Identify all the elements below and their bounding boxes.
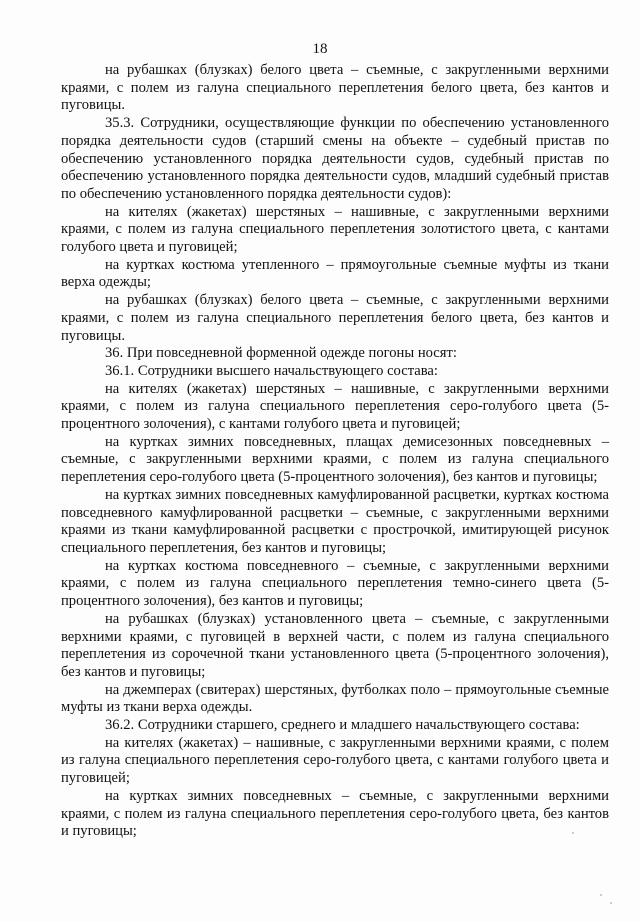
paragraph-shirts-white: на рубашках (блузках) белого цвета – съемные, с закругленными верхними краями, с полем из галуна специального переплетения белого цвета, без кантов и пуговицы. — [61, 62, 609, 114]
paragraph-tunics-wool: на кителях (жакетах) шерстяных – нашивные, с закругленными верхними краями, с полем из галуна специального переплетения золотистого цвета, с кантами голубого цвета и пуговицей; — [61, 203, 609, 256]
paragraph-everyday-suit: на куртках костюма повседневного – съемные, с закругленными верхними краями, с полем из галуна специального переплетения темно-синего цвета (5-процентного золочения), без кантов и пуговицы; — [61, 557, 609, 610]
scan-speck — [572, 832, 574, 834]
page-number: 18 — [312, 41, 328, 57]
paragraph-camouflage: на куртках зимних повседневных камуфлированной расцветки, куртках костюма повседневного камуфлированной расцветки – съемные, с закругленными верхними краями из ткани камуфлированной расцветки с прострочкой, имитирующей рисунок специального переплетения, без кантов и пуговицы; — [61, 486, 609, 556]
paragraph-tunics-senior: на кителях (жакетах) – нашивные, с закругленными верхними краями, с полем из галуна специального переплетения серо-голубого цвета, с кантами голубого цвета и пуговицей; — [61, 734, 609, 787]
paragraph-jumpers: на джемперах (свитерах) шерстяных, футболках поло – прямоугольные съемные муфты из ткани верха одежды. — [61, 681, 609, 716]
paragraph-36-1: 36.1. Сотрудники высшего начальствующего состава: — [105, 362, 438, 379]
paragraph-shirts-white-2: на рубашках (блузках) белого цвета – съемные, с закругленными верхними краями, с полем из галуна специального переплетения белого цвета, без кантов и пуговицы. — [61, 292, 609, 344]
paragraph-jackets-insulated: на куртках костюма утепленного – прямоугольные съемные муфты из ткани верха одежды; — [61, 256, 609, 291]
scan-speck — [600, 894, 602, 896]
paragraph-36: 36. При повседневной форменной одежде погоны носят: — [105, 345, 457, 362]
scan-speck — [610, 902, 612, 904]
paragraph-shirts-set-color: на рубашках (блузках) установленного цвета – съемные, с закругленными верхними краями, с пуговицей в верхней части, с полем из галуна специального переплетения из сорочечной ткани установленного цвета (5-процентного золочения), без кантов и пуговицы; — [61, 610, 609, 680]
paragraph-35-3: 35.3. Сотрудники, осуществляющие функции по обеспечению установленного порядка деятельности судов (старший смены на объекте – судебный пристав по обеспечению установленного порядка деятельности судов, судебный пристав по обеспечению установленного порядка деятельности судов, младший судебный пристав по обеспечению установленного порядка деятельности судов): — [61, 115, 609, 202]
paragraph-36-2: 36.2. Сотрудники старшего, среднего и младшего начальствующего состава: — [105, 717, 580, 734]
document-text — [61, 62, 609, 841]
paragraph-tunics-grey-blue: на кителях (жакетах) шерстяных – нашивные, с закругленными верхними краями, с полем из галуна специального переплетения серо-голубого цвета (5-процентного золочения), с кантами голубого цвета и пуговицей; — [61, 380, 609, 433]
paragraph-winter-jackets-senior: на куртках зимних повседневных – съемные, с закругленными верхними краями, с полем из галуна специального переплетения серо-голубого цвета, без кантов и пуговицы; — [61, 787, 609, 840]
paragraph-winter-jackets: на куртках зимних повседневных, плащах демисезонных повседневных – съемные, с закругленными верхними краями, с полем из галуна специального переплетения серо-голубого цвета (5-процентного золочения), без кантов и пуговицы; — [61, 433, 609, 486]
